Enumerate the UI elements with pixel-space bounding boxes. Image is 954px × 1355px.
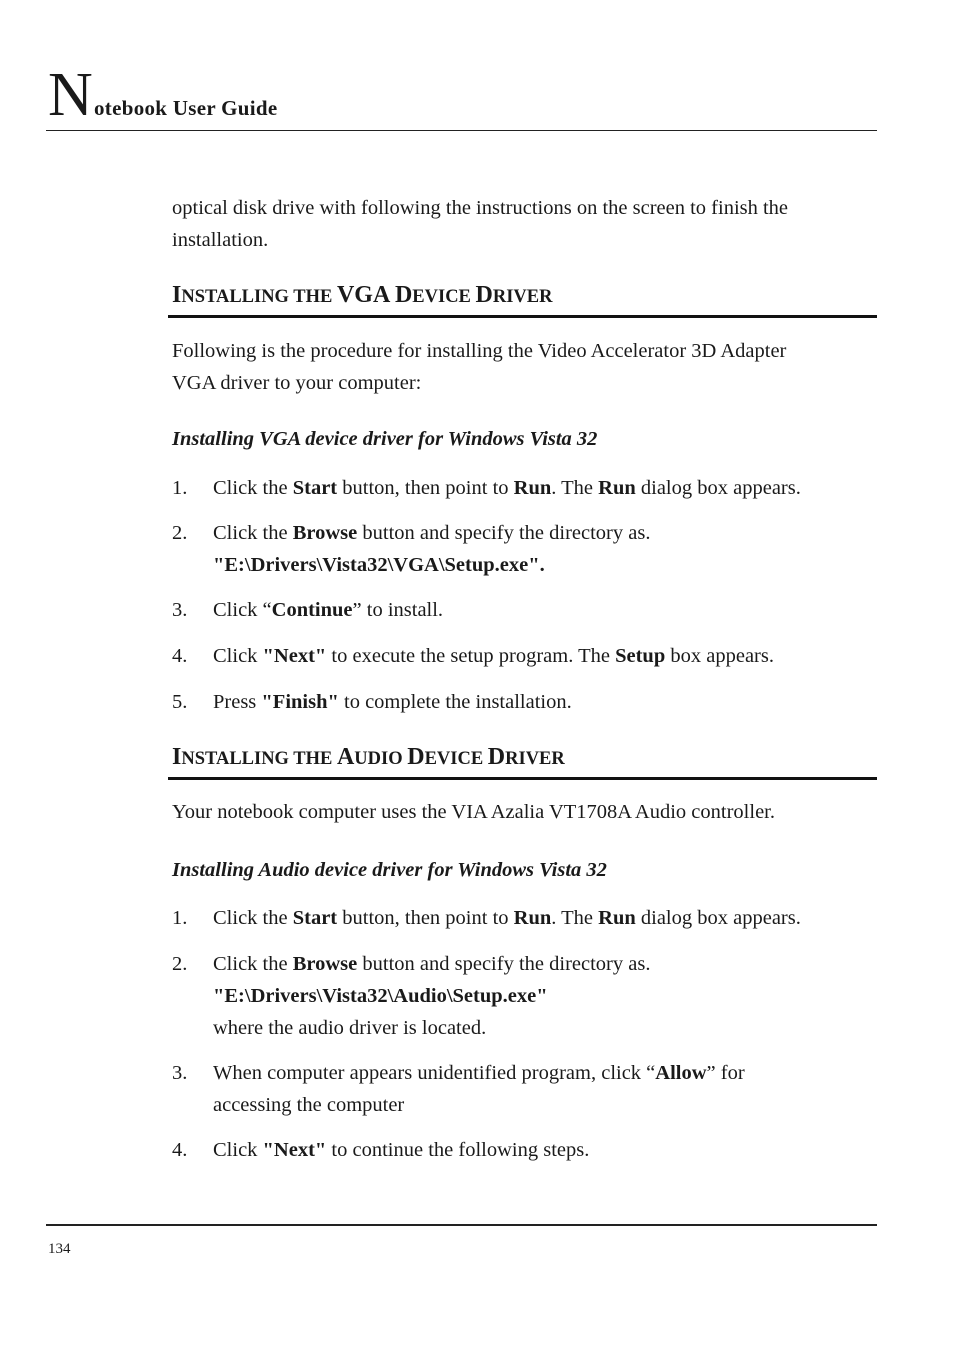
audio-driver-path: "E:\Drivers\Vista32\Audio\Setup.exe" [213,985,548,1007]
audio-subheading: Installing Audio device driver for Windows Vista 32 [172,859,607,881]
header-rule [46,130,877,131]
intro-line-1: optical disk drive with following the instructions on the screen to finish the [172,197,789,219]
vga-intro-paragraph [172,335,862,399]
vga-step-3: Click “Continue” to install. [213,599,444,621]
audio-section-heading: INSTALLING THE AUDIO DEVICE DRIVER [172,744,565,770]
vga-step-1: Click the Start button, then point to Run. The Run dialog box appears. [213,477,801,499]
vga-intro-line-1: Following is the procedure for installing the Video Accelerator 3D Adapter [172,340,787,362]
audio-step-4-number: 4. [172,1139,188,1161]
header-title: otebook User Guide [94,96,278,120]
audio-step-3: When computer appears unidentified program, click “Allow” for accessing the computer [213,1062,745,1116]
audio-intro-paragraph: Your notebook computer uses the VIA Azalia VT1708A Audio controller. [172,801,775,823]
vga-step-4-number: 4. [172,645,188,667]
audio-step-3-number: 3. [172,1062,188,1084]
intro-paragraph [172,192,862,256]
vga-heading-rule [168,315,877,318]
vga-step-2: Click the Browse button and specify the directory as. "E:\Drivers\Vista32\VGA\Setup.exe". [213,522,651,576]
vga-step-5-number: 5. [172,691,188,713]
vga-section-heading: INSTALLING THE VGA DEVICE DRIVER [172,282,553,308]
vga-step-3-number: 3. [172,599,188,621]
vga-step-5: Press "Finish" to complete the installation. [213,691,572,713]
vga-step-4: Click "Next" to execute the setup program. The Setup box appears. [213,645,774,667]
page-number: 134 [48,1241,71,1257]
vga-step-2-number: 2. [172,522,188,544]
audio-heading-rule [168,777,877,780]
audio-step-4: Click "Next" to continue the following steps. [213,1139,590,1161]
intro-line-2: installation. [172,229,269,251]
header-initial: N [48,61,93,129]
audio-step-2: Click the Browse button and specify the directory as. "E:\Drivers\Vista32\Audio\Setup.exe" where the audio driver is located. [213,953,651,1039]
audio-step-1: Click the Start button, then point to Run. The Run dialog box appears. [213,907,801,929]
vga-driver-path: "E:\Drivers\Vista32\VGA\Setup.exe". [213,554,545,576]
vga-subheading: Installing VGA device driver for Windows Vista 32 [172,428,598,450]
audio-step-1-number: 1. [172,907,188,929]
footer-rule [46,1224,877,1226]
audio-step-2-number: 2. [172,953,188,975]
vga-intro-line-2: VGA driver to your computer: [172,372,422,394]
vga-step-1-number: 1. [172,477,188,499]
